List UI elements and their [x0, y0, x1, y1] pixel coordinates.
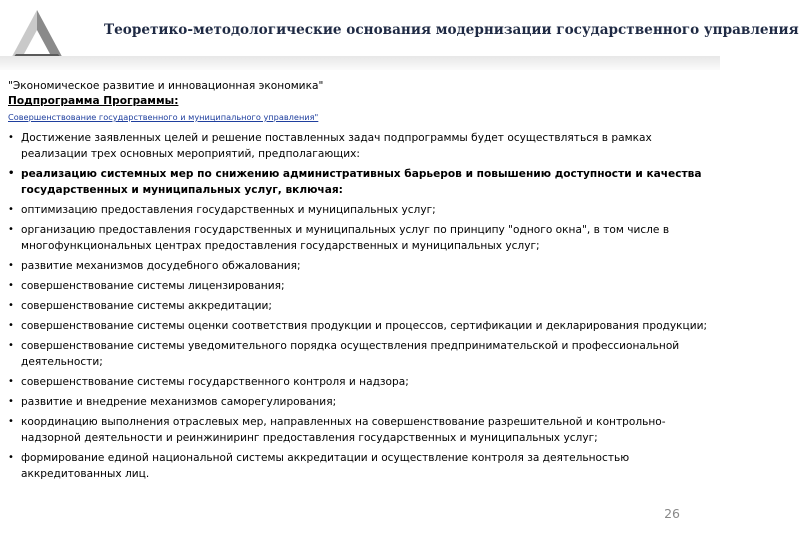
bullet-item: • совершенствование системы оценки соответствия продукции и процессов, сертификации и декларирования продукции;: [8, 320, 708, 332]
bullet-icon: •: [8, 396, 14, 407]
bullet-icon: •: [8, 280, 14, 291]
bullet-item: • развитие и внедрение механизмов саморегулирования;: [8, 396, 337, 408]
bullet-icon: •: [8, 416, 14, 427]
bullet-item: • Достижение заявленных целей и решение поставленных задач подпрограммы будет осуществляться в рамках реализации трех основных мероприятий, предполагающих:: [8, 132, 652, 160]
slide-content: [8, 80, 708, 486]
bullet-icon: •: [8, 260, 14, 271]
bullet-icon: •: [8, 204, 14, 215]
bullet-icon: •: [8, 376, 14, 387]
bullet-item: • совершенствование системы аккредитации;: [8, 300, 272, 312]
bullet-item: • совершенствование системы лицензирования;: [8, 280, 285, 292]
page-title: Теоретико-методологические основания модернизации государственного управления: [104, 22, 799, 38]
bullet-icon: •: [8, 132, 14, 143]
bullet-icon: •: [8, 224, 14, 235]
bullet-list: [8, 130, 708, 482]
bullet-item: • организацию предоставления государственных и муниципальных услуг по принципу "одного окна", в том числе в многофункциональных центрах предоставления государственных и муниципальных услуг;: [8, 224, 670, 252]
bullet-icon: •: [8, 452, 14, 463]
subprogram-heading: Подпрограмма Программы:: [8, 95, 179, 107]
bullet-icon: •: [8, 300, 14, 311]
page-number: 26: [664, 506, 680, 521]
bullet-item: • координацию выполнения отраслевых мер, направленных на совершенствование разрешительной и контрольно-надзорной деятельности и реинжиниринг предоставления государственных и муниципальных услуг;: [8, 416, 666, 444]
title-divider: [0, 56, 720, 70]
bullet-item: • оптимизацию предоставления государственных и муниципальных услуг;: [8, 204, 436, 216]
bullet-item: • совершенствование системы уведомительного порядка осуществления предпринимательской и профессиональной деятельности;: [8, 340, 680, 368]
bullet-item: • формирование единой национальной системы аккредитации и осуществление контроля за деятельностью аккредитованных лиц.: [8, 452, 630, 480]
bullet-item: • развитие механизмов досудебного обжалования;: [8, 260, 301, 272]
bullet-icon: •: [8, 320, 14, 331]
bullet-icon: •: [8, 168, 15, 179]
subprogram-link[interactable]: Совершенствование государственного и муниципального управления": [8, 112, 319, 122]
bullet-icon: •: [8, 340, 14, 351]
program-heading: "Экономическое развитие и инновационная экономика": [8, 80, 324, 92]
bullet-item: • реализацию системных мер по снижению административных барьеров и повышению доступности и качества государственных и муниципальных услуг, включая:: [8, 168, 702, 196]
bullet-item: • совершенствование системы государственного контроля и надзора;: [8, 376, 409, 388]
